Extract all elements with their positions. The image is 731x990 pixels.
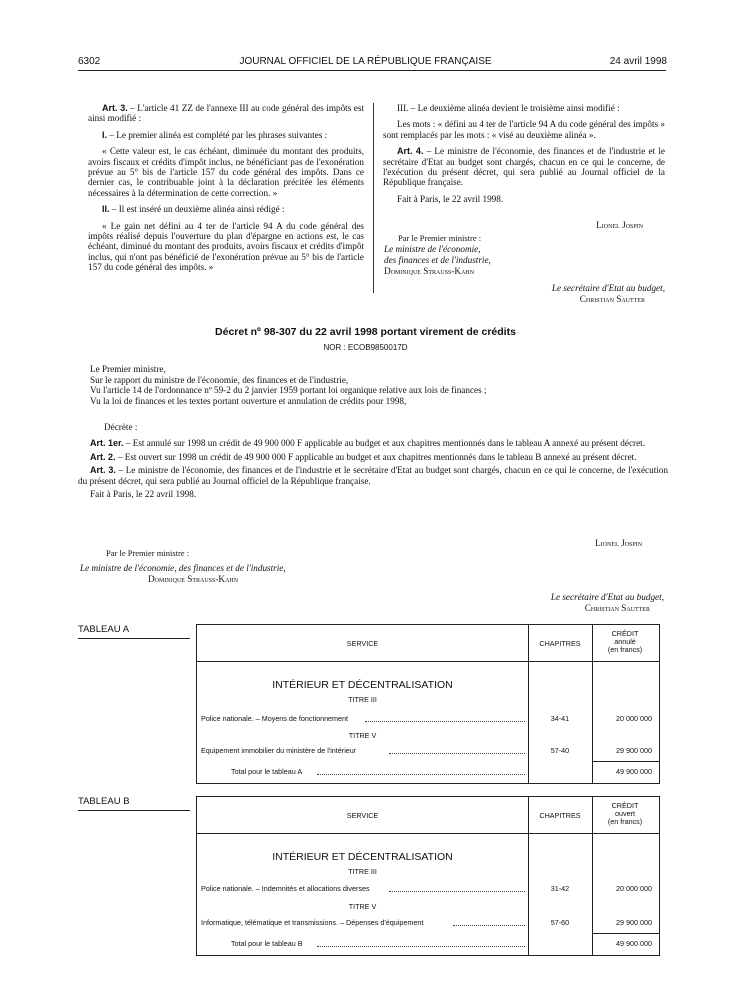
left-column: [88, 103, 364, 279]
fait-line: Fait à Paris, le 22 avril 1998.: [397, 193, 504, 204]
leader-dots: [365, 721, 525, 722]
preamble-line: Sur le rapport du ministre de l'économie, des finances et de l'industrie,: [90, 374, 349, 385]
art4-paragraph: Art. 4. – Le ministre de l'économie, des finances et de l'industrie et le secrétaire d'Etat au budget sont chargés, chacun en ce qui le concerne, de l'exécution du présent décret, qui sera publié au Journal officiel de la République française.: [383, 146, 665, 188]
row-label: Police nationale. – Moyens de fonctionnement: [201, 714, 349, 723]
leader-dots: [389, 891, 525, 892]
decree-art2: Art. 2. – Est ouvert sur 1998 un crédit de 49 900 000 F applicable au budget et aux chapitres mentionnés dans le tableau B annexé au présent décret.: [90, 451, 637, 462]
par-premier-ministre: Par le Premier ministre :: [398, 233, 482, 243]
quote-1: « Cette valeur est, le cas échéant, diminuée du montant des produits, avoirs fiscaux et crédits d'impôt inclus, ne bénéficiant pas de l'exonération prévue au 5° bis de l'article 157 du code général des impôts. Dans ce dernier cas, le contribuable joint à la déclaration précitée les éléments nécessaires à la détermination de cette correction. »: [88, 146, 364, 198]
titre-label: TITRE III: [348, 695, 377, 704]
decree-title: Décret nº 98-307 du 22 avril 1998 portant virement de crédits: [215, 326, 516, 338]
total-rule: [592, 761, 659, 762]
col-service: SERVICE: [346, 811, 379, 820]
point-i: I. – Le premier alinéa est complété par les phrases suivantes :: [102, 129, 328, 140]
signer-jospin: Lionel Jospin: [596, 220, 643, 230]
decrete: Décrète :: [104, 422, 138, 432]
section-title: INTÉRIEUR ET DÉCENTRALISATION: [272, 851, 453, 863]
minister-role-2: des finances et de l'industrie,: [384, 255, 491, 265]
tableau-a-label: TABLEAU A: [78, 624, 130, 635]
col-sep: [528, 797, 529, 955]
row-chapitre: 57-60: [550, 918, 570, 927]
titre-label: TITRE III: [348, 867, 377, 876]
decree-secretary-name: Christian Sautter: [584, 603, 650, 613]
col-chapitres: CHAPITRES: [539, 811, 581, 820]
total-label: Total pour le tableau B: [231, 939, 303, 948]
tableau-b-rule: [78, 810, 190, 811]
preamble-line: Vu la loi de finances et les textes portant ouverture et annulation de crédits pour 1998,: [90, 395, 407, 406]
total-rule: [592, 933, 659, 934]
minister-role-1: Le ministre de l'économie,: [384, 244, 481, 254]
row-chapitre: 31-42: [550, 884, 570, 893]
tableau-b: [196, 796, 660, 956]
titre-label: TITRE V: [348, 902, 377, 911]
col-credit: CRÉDIT: [611, 629, 639, 638]
col-sep: [528, 625, 529, 783]
tableau-a: [196, 624, 660, 784]
preamble-line: Vu l'article 14 de l'ordonnance nº 59-2 du 2 janvier 1959 portant loi organique relative aux lois de finances ;: [90, 385, 487, 396]
minister-name: Dominique Strauss-Kahn: [384, 266, 475, 276]
col-chapitres: CHAPITRES: [539, 639, 581, 648]
row-label: Informatique, télématique et transmissions. – Dépenses d'équipement: [201, 918, 424, 927]
total-amount: 49 900 000: [616, 939, 652, 948]
decree-minister: Le ministre de l'économie, des finances et de l'industrie,: [80, 563, 286, 573]
leader-dots: [453, 925, 525, 926]
column-divider: [373, 103, 374, 293]
secretary-name: Christian Sautter: [579, 294, 645, 304]
row-chapitre: 57-40: [550, 746, 570, 755]
secretary-role: Le secrétaire d'Etat au budget,: [551, 283, 665, 293]
row-chapitre: 34-41: [550, 714, 570, 723]
page-number: 6302: [78, 56, 101, 67]
decree-secretary-role: Le secrétaire d'Etat au budget,: [550, 592, 664, 602]
row-label: Police nationale. – Indemnités et allocations diverses: [201, 884, 370, 893]
col-credit: CRÉDIT: [611, 801, 639, 810]
col-credit-unit: (en francs): [607, 645, 643, 654]
decree-preamble: [78, 364, 668, 406]
col-credit-sub: ouvert: [615, 809, 635, 818]
decree-signer-jospin: Lionel Jospin: [595, 538, 642, 548]
leader-dots: [317, 774, 525, 775]
row-amount: 29 900 000: [616, 746, 652, 755]
row-label: Equipement immobilier du ministère de l'intérieur: [201, 746, 357, 755]
total-amount: 49 900 000: [616, 767, 652, 776]
tableau-b-label: TABLEAU B: [78, 796, 130, 807]
col-service: SERVICE: [346, 639, 379, 648]
section-title: INTÉRIEUR ET DÉCENTRALISATION: [272, 679, 453, 691]
journal-title: JOURNAL OFFICIEL DE LA RÉPUBLIQUE FRANÇAISE: [239, 56, 492, 67]
col-credit-unit: (en francs): [607, 817, 643, 826]
header-rule: [78, 70, 666, 71]
leader-dots: [317, 946, 525, 947]
replacement-text: Les mots : « défini au 4 ter de l'article 94 A du code général des impôts » sont remplacés par les mots : « visé au deuxième alinéa ».: [383, 119, 665, 140]
decree-fait: Fait à Paris, le 22 avril 1998.: [90, 489, 197, 500]
decree-art3: Art. 3. – Le ministre de l'économie, des finances et de l'industrie et le secrétaire d'Etat au budget sont chargés, chacun en ce qui le concerne, de l'exécution du présent décret, qui sera publié au Journal officiel de la République française.: [78, 465, 668, 486]
art3-paragraph: Art. 3. – L'article 41 ZZ de l'annexe III au code général des impôts est ainsi modifié :: [88, 103, 365, 124]
total-label: Total pour le tableau A: [231, 767, 303, 776]
decree-articles: [78, 438, 668, 500]
row-amount: 20 000 000: [616, 714, 652, 723]
issue-date: 24 avril 1998: [609, 56, 667, 67]
row-amount: 29 900 000: [616, 918, 652, 927]
tableau-a-rule: [78, 638, 190, 639]
titre-label: TITRE V: [348, 731, 377, 740]
point-iii: III. – Le deuxième alinéa devient le troisième ainsi modifié :: [397, 103, 620, 113]
col-credit-sub: annulé: [614, 637, 636, 646]
preamble-line: Le Premier ministre,: [90, 364, 166, 374]
decree-par: Par le Premier ministre :: [106, 548, 190, 558]
decree-nor: NOR : ECOB9850017D: [323, 343, 408, 352]
right-column: [383, 103, 665, 210]
point-ii: II. – Il est inséré un deuxième alinéa ainsi rédigé :: [102, 204, 285, 215]
decree-minister-name: Dominique Strauss-Kahn: [148, 574, 239, 584]
row-amount: 20 000 000: [616, 884, 652, 893]
leader-dots: [389, 753, 525, 754]
decree-art1: Art. 1er. – Est annulé sur 1998 un crédit de 49 900 000 F applicable au budget et aux chapitres mentionnés dans le tableau A annexé au présent décret.: [90, 438, 646, 448]
quote-2: « Le gain net défini au 4 ter de l'article 94 A du code général des impôts réalisé depuis l'ouverture du plan d'épargne en actions est, le cas échéant, diminué du montant des produits, avoirs fiscaux et crédits d'impôt inclus, qui n'ont pas bénéficié de l'exonération prévue au 5° bis de l'article 157 du code général des impôts. »: [88, 220, 364, 273]
